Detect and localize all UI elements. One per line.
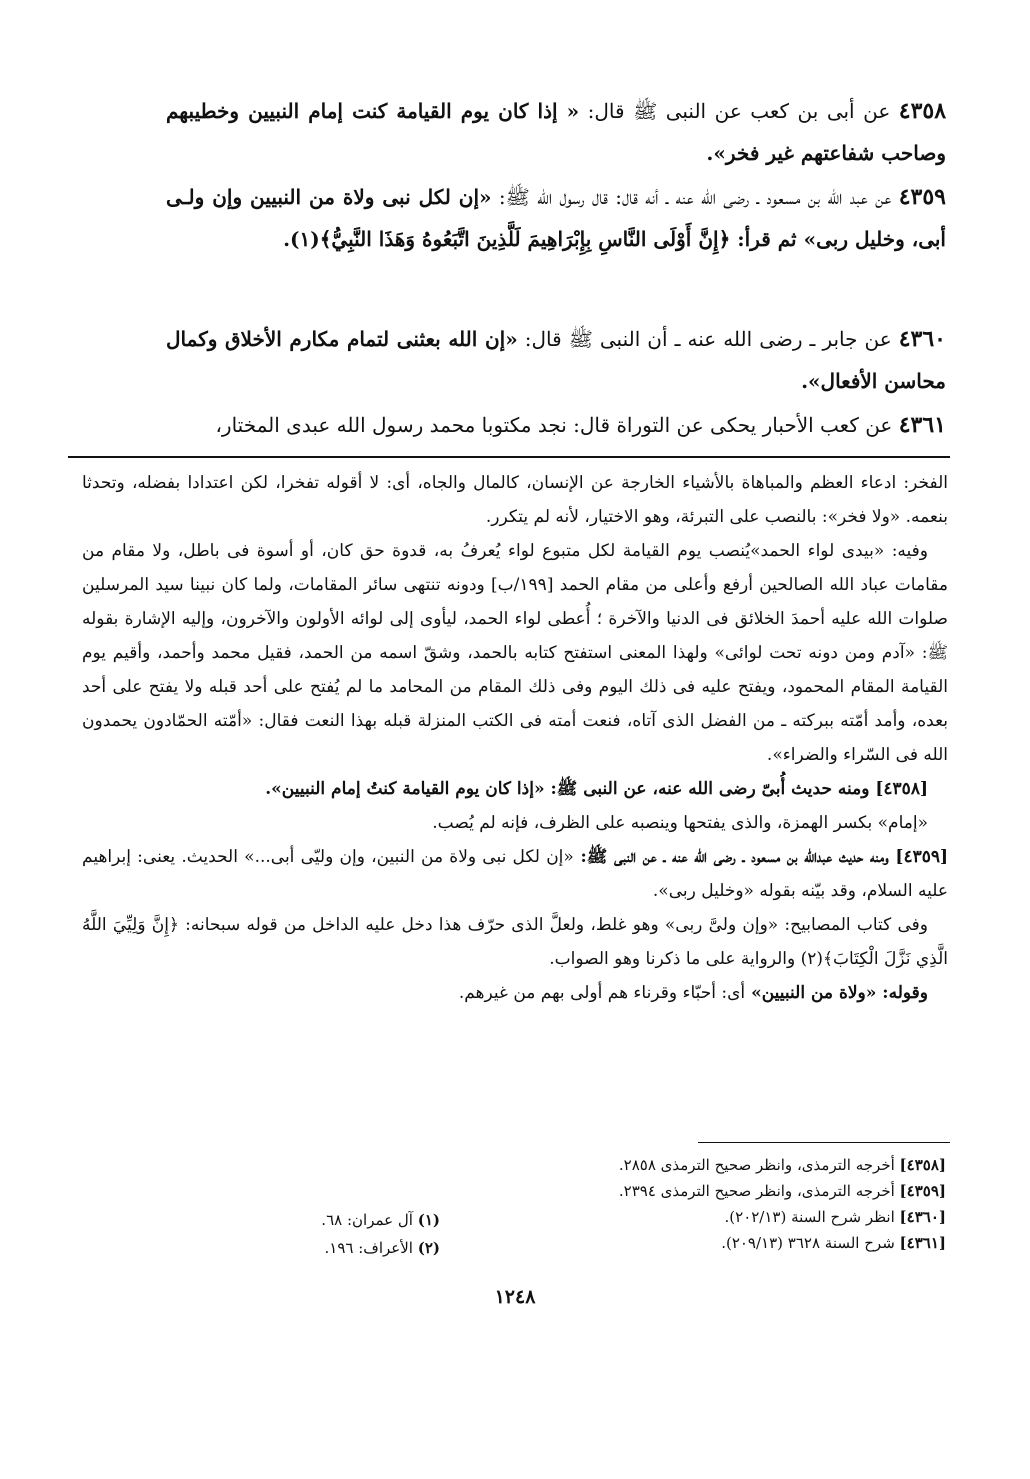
commentary-paragraph: «إمام» بكسر الهمزة، والذى يفتحها وينصبه على الظرف، فإنه لم يُصب. (432, 813, 928, 833)
commentary-heading: [٤٣٥٨] ومنه حديث أُبىّ رضى الله عنه، عن النبى ﷺ: (544, 779, 928, 799)
commentary-heading: [٤٣٥٩] ومنه حديث عبدالله بن مسعود ـ رضى الله عنه ـ عن النبى ﷺ: (573, 847, 949, 867)
commentary-paragraph: الفخر: ادعاء العظم والمباهاة بالأشياء الخارجة عن الإنسان، كالمال والجاه، أى: لا أقوله تفخرا، لكن اعتدادا بفضله، وتحدثا بنعمه. «ولا فخر»: بالنصب على التبرئة، وهو الاختيار، لأنه لم يتكرر. (82, 473, 948, 527)
reference-text: أخرجه الترمذى، وانظر صحيح الترمذى ٢٣٩٤. (618, 1182, 900, 1200)
hadith-intro: عن عبد الله بن مسعود ـ رضى الله عنه ـ أنه قال: قال رسول الله ﷺ: (491, 185, 899, 209)
hadith-number: ٤٣٥٨ (898, 98, 947, 124)
reference-item (586, 1152, 946, 1178)
reference-text: أخرجه الترمذى، وانظر صحيح الترمذى ٢٨٥٨. (618, 1156, 900, 1174)
reference-text: شرح السنة ٣٦٢٨ (٢٠٩/١٣). (721, 1234, 900, 1252)
reference-item (586, 1178, 946, 1204)
commentary-paragraph: وفى كتاب المصابيح: «وإن ولىَّ ربى» وهو غلط، ولعلَّ الذى حرّف هذا دخل عليه الداخل من قوله سبحانه: ﴿إِنَّ وَلِيِّيَ اللَّهُ الَّذِي نَزَّلَ الْكِتَابَ﴾(٢) والرواية على ما ذكرنا وهو الصواب. (82, 915, 948, 969)
hadith-number: ٤٣٦٠ (898, 326, 946, 352)
reference-item (586, 1204, 946, 1230)
verse-number: (٢) (417, 1239, 440, 1257)
commentary-quote: «إذا كان يوم القيامة كنتُ إمام النبيين». (265, 779, 545, 799)
verse-footnotes (140, 1206, 440, 1262)
hadith-4358 (166, 90, 946, 174)
commentary (82, 466, 948, 1010)
hadith-text: «إن الله بعثنى لتمام مكارم الأخلاق وكمال محاسن الأفعال». (166, 327, 946, 393)
commentary-paragraph: وفيه: «بيدى لواء الحمد»يُنصب يوم القيامة لكل متبوع لواء يُعرفُ به، قدوة حق كان، أو أسوة فى باطل، ولا مقام من مقامات عباد الله الصالحين أرفع وأعلى من مقام الحمد [١٩٩/ب] ودونه تنتهى سائر المقامات، ولما كان نبينا سيد المرسلين صلوات الله عليه أحمدَ الخلائق فى الدنيا والآخرة ؛ أُعطى لواء الحمد، ليأوى إلى لوائه الأولون والآخرون، وإليه الإشارة بقوله ﷺ: «آدم ومن دونه تحت لوائى» ولهذا المعنى استفتح كتابه بالحمد، وشقّ اسمه من الحمد، فقيل محمد وأحمد، وأقيم يوم القيامة المقام المحمود، ويفتح عليه فى ذلك اليوم وفى ذلك المقام من المحامد ما لم يُفتح على أحد قبله ولا يفتح على أحد بعده، وأمد أمّته ببركته ـ من الفضل الذى آتاه، فنعت أمته فى الكتب المنزلة قبله بهذا النعت فقال: «أمّته الحمّادون يحمدون الله فى السّراء والضراء». (82, 541, 948, 765)
hadith-4360 (166, 318, 946, 402)
commentary-paragraph (82, 840, 948, 908)
section-divider (68, 456, 950, 458)
hadith-intro: عن كعب الأحبار يحكى عن التوراة قال: نجد مكتوبا محمد رسول الله عبدى المختار، (215, 413, 899, 437)
page-number: ١٢٤٨ (494, 1286, 536, 1308)
reference-number: [٤٣٥٩] (899, 1182, 946, 1200)
hadith-number: ٤٣٦١ (898, 412, 946, 438)
verse-item (140, 1206, 440, 1234)
reference-number: [٤٣٦١] (899, 1234, 946, 1252)
reference-item (586, 1230, 946, 1256)
verse-item (140, 1234, 440, 1262)
verse-text: الأعراف: ١٩٦. (324, 1239, 418, 1257)
hadith-text: « إذا كان يوم القيامة كنت إمام النبيين وخطيبهم وصاحب شفاعتهم غير فخر». (166, 99, 946, 165)
hadith-references (586, 1152, 946, 1256)
reference-text: انظر شرح السنة (٢٠٢/١٣). (724, 1208, 900, 1226)
verse-number: (١) (417, 1211, 440, 1229)
reference-number: [٤٣٦٠] (899, 1208, 946, 1226)
commentary-paragraph (82, 772, 948, 806)
hadith-4361 (166, 404, 946, 446)
commentary-heading: وقوله: «ولاة من النبيين» (745, 983, 928, 1003)
hadith-4359 (166, 176, 946, 260)
hadith-intro: عن أبى بن كعب عن النبى ﷺ قال: (579, 99, 899, 123)
footnote-divider (698, 1142, 950, 1143)
reference-number: [٤٣٥٨] (899, 1156, 946, 1174)
commentary-paragraph (82, 976, 948, 1010)
hadith-text: «إن لكل نبى ولاة من النبيين وإن ولـى أبى، وخليل ربى» (166, 185, 946, 251)
verse-text: آل عمران: ٦٨. (321, 1211, 418, 1229)
hadith-quran-verse: ثم قرأ: ﴿إِنَّ أَوْلَى النَّاسِ بِإِبْرَاهِيمَ لَلَّذِينَ اتَّبَعُوهُ وَهَذَا النَّبِيُّ﴾(١). (283, 227, 804, 251)
commentary-quote: «إن لكل نبى ولاة من النبين، وإن وليّى أبى...» الحديث. يعنى: إبراهيم عليه السلام، وقد بيّنه بقوله «وخليل ربى». (82, 847, 948, 901)
commentary-text: أى: أحبّاء وقرناء هم أولى بهم من غيرهم. (458, 983, 746, 1003)
hadith-intro: عن جابر ـ رضى الله عنه ـ أن النبى ﷺ قال: (517, 327, 899, 351)
hadith-number: ٤٣٥٩ (898, 184, 946, 210)
